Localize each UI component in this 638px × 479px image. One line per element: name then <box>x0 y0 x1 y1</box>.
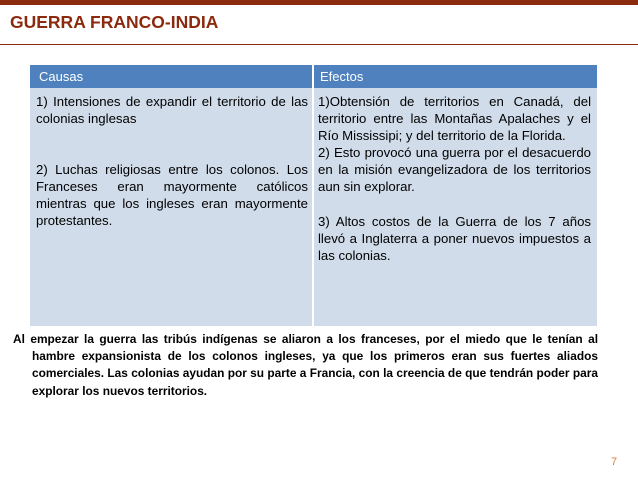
slide-title: GUERRA FRANCO-INDIA <box>10 12 219 32</box>
efecto-2: 2) Esto provocó una guerra por el desacuerdo en la misión evangelizadora de los territorios aun sin explorar. <box>318 145 591 195</box>
table-body-row <box>30 88 597 326</box>
causas-cell <box>30 88 312 326</box>
page-number: 7 <box>611 456 618 468</box>
summary-paragraph: Al empezar la guerra las tribús indígenas se aliaron a los franceses, por el miedo que le tenían al hambre expansionista de los colonos ingleses, ya que los primeros eran sus fuertes aliados comerciales. Las colonias ayudan por su parte a Francia, con la creencia de que tendrán poder para explorar los nuevos territorios. <box>13 332 598 398</box>
causa-1: 1) Intensiones de expandir el territorio de las colonias inglesas <box>36 94 308 127</box>
header-efectos: Efectos <box>312 65 597 88</box>
title-divider <box>0 44 638 45</box>
causes-effects-table <box>30 65 597 326</box>
header-causas: Causas <box>30 65 312 88</box>
efecto-1: 1)Obtensión de territorios en Canadá, del territorio entre las Montañas Apalaches y el Río Mississipi; y del territorio de la Florida. <box>318 94 591 144</box>
table-header-row <box>30 65 597 88</box>
efecto-3: 3) Altos costos de la Guerra de los 7 años llevó a Inglaterra a poner nuevos impuestos a las colonias. <box>318 213 591 263</box>
causa-2: 2) Luchas religiosas entre los colonos. Los Franceses eran mayormente católicos mientras que los ingleses eran mayormente protestantes. <box>36 162 308 229</box>
top-accent-bar <box>0 0 638 5</box>
efectos-cell <box>312 88 597 326</box>
